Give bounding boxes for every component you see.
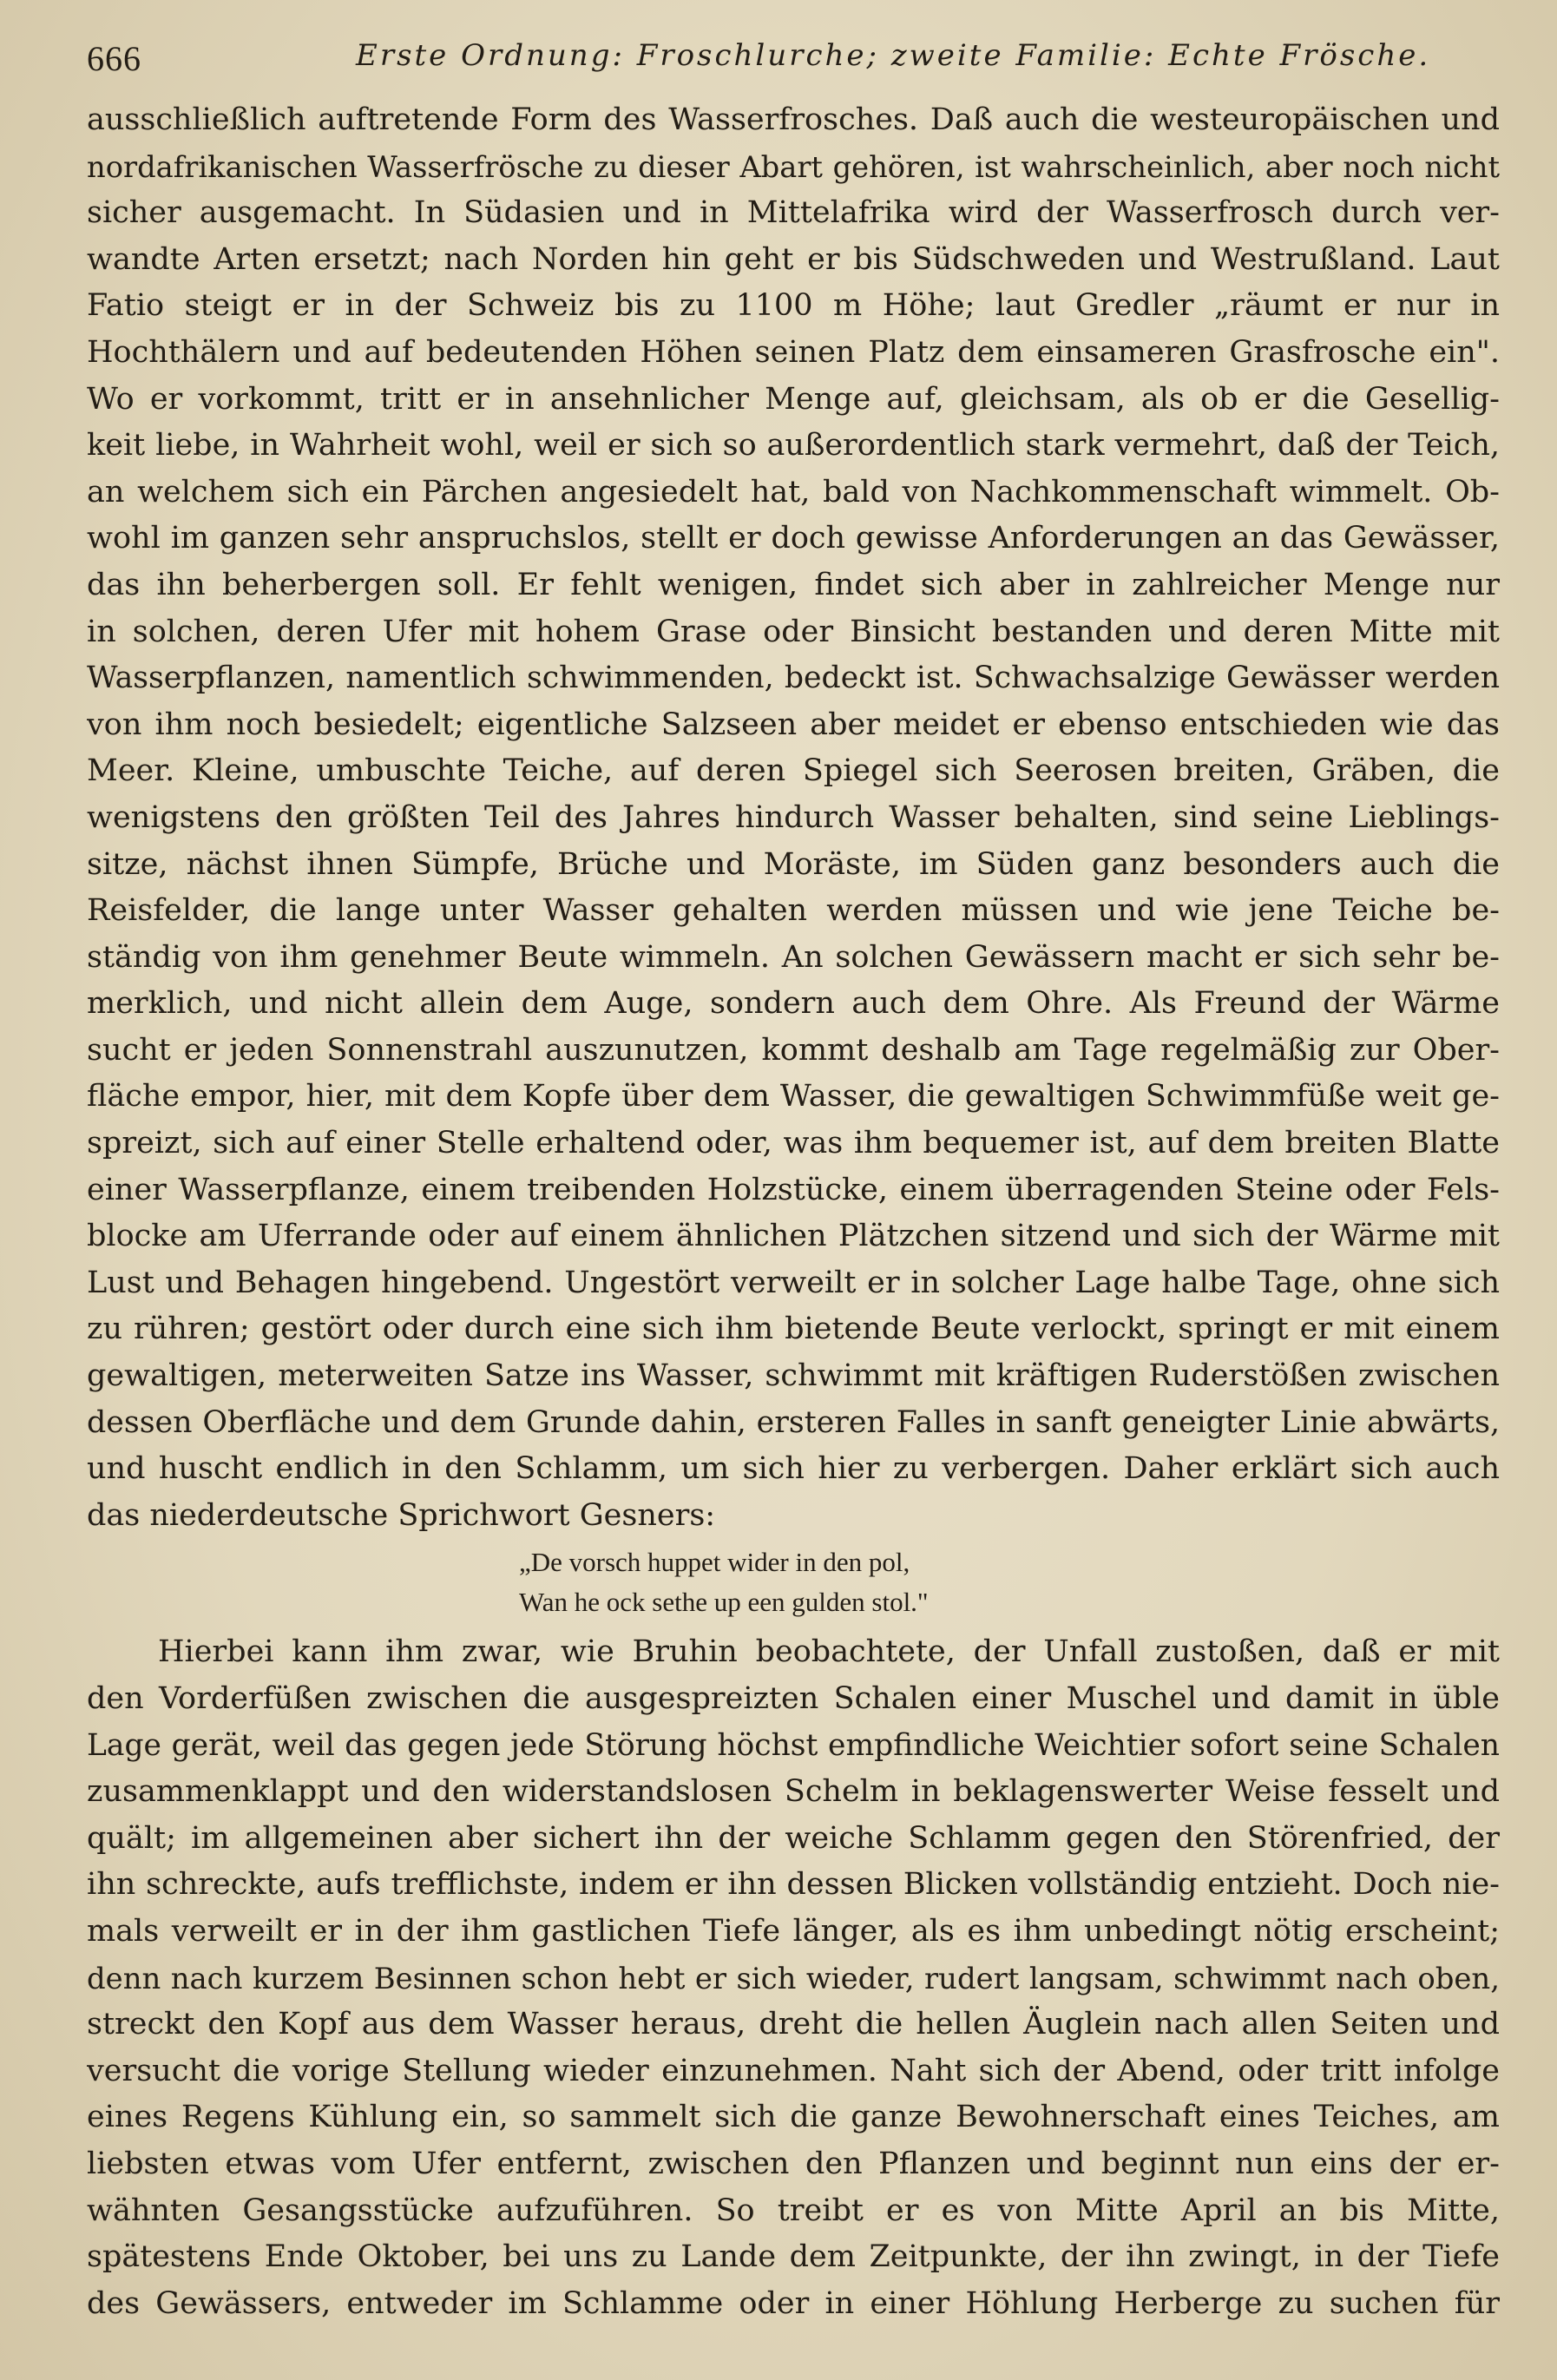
paragraph-1 bbox=[87, 97, 1500, 1539]
text-line: Wasserpflanzen, namentlich schwimmenden, bedeckt ist. Schwachsalzige Gewässer werden bbox=[87, 661, 1500, 696]
text-line: spreizt, sich auf einer Stelle erhaltend oder, was ihm bequemer ist, auf dem breiten Blatte bbox=[87, 1126, 1500, 1161]
text-line: Meer. Kleine, umbuschte Teiche, auf deren Spiegel sich Seerosen breiten, Gräben, die bbox=[87, 753, 1500, 789]
text-line: Lust und Behagen hingebend. Ungestört verweilt er in solcher Lage halbe Tage, ohne sich bbox=[87, 1265, 1500, 1300]
quote-line: „De vorsch huppet wider in den pol, bbox=[519, 1547, 910, 1578]
text-line: Reisfelder, die lange unter Wasser gehalten werden müssen und wie jene Teiche be- bbox=[87, 893, 1500, 929]
body-text bbox=[87, 97, 1500, 2327]
text-line: das ihn beherbergen soll. Er fehlt wenigen, findet sich aber in zahlreicher Menge nur bbox=[87, 567, 1500, 602]
text-line: von ihm noch besiedelt; eigentliche Salzseen aber meidet er ebenso entschieden wie das bbox=[87, 707, 1500, 742]
text-line: denn nach kurzem Besinnen schon hebt er sich wieder, rudert langsam, schwimmt nach oben, bbox=[87, 1961, 1500, 1995]
quote-line: Wan he ock sethe up een gulden stol." bbox=[519, 1587, 929, 1618]
text-line: liebsten etwas vom Ufer entfernt, zwischen den Pflanzen und beginnt nun eins der er- bbox=[87, 2146, 1500, 2181]
text-line: Lage gerät, weil das gegen jede Störung höchst empfindliche Weichtier sofort seine Schalen bbox=[87, 1727, 1500, 1763]
page-number: 666 bbox=[87, 39, 141, 78]
text-line: dessen Oberfläche und dem Grunde dahin, ersteren Falles in sanft geneigter Linie abwärts, bbox=[87, 1404, 1500, 1440]
text-line: quält; im allgemeinen aber sichert ihn der weiche Schlamm gegen den Störenfried, der bbox=[87, 1820, 1500, 1856]
text-line: Wo er vorkommt, tritt er in ansehnlicher Menge auf, gleichsam, als ob er die Gesellig- bbox=[87, 381, 1500, 417]
text-line: ständig von ihm genehmer Beute wimmeln. An solchen Gewässern macht er sich sehr be- bbox=[87, 939, 1500, 975]
text-line: sicher ausgemacht. In Südasien und in Mittelafrika wird der Wasserfrosch durch ver- bbox=[87, 195, 1500, 231]
text-line: einer Wasserpflanze, einem treibenden Holzstücke, einem überragenden Steine oder Fels- bbox=[87, 1172, 1500, 1207]
text-line: wandte Arten ersetzt; nach Norden hin geht er bis Südschweden und Westrußland. Laut bbox=[87, 241, 1500, 277]
text-line: in solchen, deren Ufer mit hohem Grase oder Binsicht bestanden und deren Mitte mit bbox=[87, 614, 1500, 649]
text-line: und huscht endlich in den Schlamm, um sich hier zu verbergen. Daher erklärt sich auch bbox=[87, 1451, 1500, 1487]
text-line: wähnten Gesangsstücke aufzuführen. So treibt er es von Mitte April an bis Mitte, bbox=[87, 2193, 1500, 2228]
text-line: an welchem sich ein Pärchen angesiedelt hat, bald von Nachkommenschaft wimmelt. Ob- bbox=[87, 474, 1500, 510]
text-line: des Gewässers, entweder im Schlamme oder in einer Höhlung Herberge zu suchen für bbox=[87, 2285, 1500, 2321]
text-line: sitze, nächst ihnen Sümpfe, Brüche und Moräste, im Süden ganz besonders auch die bbox=[87, 846, 1500, 882]
text-line: Fatio steigt er in der Schweiz bis zu 1100 m Höhe; laut Gredler „räumt er nur in bbox=[87, 288, 1500, 324]
text-line: ausschließlich auftretende Form des Wasserfrosches. Daß auch die westeuropäischen und bbox=[87, 102, 1500, 137]
text-line: gewaltigen, meterweiten Satze ins Wasser, schwimmt mit kräftigen Ruderstößen zwischen bbox=[87, 1358, 1500, 1394]
paragraph-2 bbox=[87, 1629, 1500, 2327]
text-line: zu rühren; gestört oder durch eine sich ihm bietende Beute verlockt, springt er mit einem bbox=[87, 1312, 1500, 1347]
text-line: nordafrikanischen Wasserfrösche zu dieser Abart gehören, ist wahrscheinlich, aber noch nicht bbox=[87, 149, 1500, 184]
text-line: fläche empor, hier, mit dem Kopfe über dem Wasser, die gewaltigen Schwimmfüße weit ge- bbox=[87, 1079, 1500, 1114]
text-line: mals verweilt er in der ihm gastlichen Tiefe länger, als es ihm unbedingt nötig erscheint; bbox=[87, 1913, 1500, 1949]
text-line: Hochthälern und auf bedeutenden Höhen seinen Platz dem einsameren Grasfrosche ein". bbox=[87, 334, 1500, 370]
text-line: sucht er jeden Sonnenstrahl auszunutzen, kommt deshalb am Tage regelmäßig zur Ober- bbox=[87, 1032, 1500, 1068]
text-line: den Vorderfüßen zwischen die ausgespreizten Schalen einer Muschel und damit in üble bbox=[87, 1681, 1500, 1716]
text-line: spätestens Ende Oktober, bei uns zu Lande dem Zeitpunkte, der ihn zwingt, in der Tiefe bbox=[87, 2239, 1500, 2275]
page-header bbox=[87, 38, 1510, 82]
text-line: ihn schreckte, aufs trefflichste, indem er ihn dessen Blicken vollständig entzieht. Doch nie- bbox=[87, 1867, 1500, 1903]
verse-quote bbox=[87, 1542, 1500, 1622]
text-line: das niederdeutsche Sprichwort Gesners: bbox=[87, 1497, 716, 1533]
text-line: merklich, und nicht allein dem Auge, sondern auch dem Ohre. Als Freund der Wärme bbox=[87, 986, 1500, 1022]
text-line: versucht die vorige Stellung wieder einzunehmen. Naht sich der Abend, oder tritt infolge bbox=[87, 2053, 1500, 2088]
text-line: keit liebe, in Wahrheit wohl, weil er sich so außerordentlich stark vermehrt, daß der Teich, bbox=[87, 428, 1500, 464]
text-line: blocke am Uferrande oder auf einem ähnlichen Plätzchen sitzend und sich der Wärme mit bbox=[87, 1219, 1500, 1254]
running-head: Erste Ordnung: Froschlurche; zweite Familie: Echte Frösche. bbox=[356, 38, 1431, 73]
text-line: Hierbei kann ihm zwar, wie Bruhin beobachtete, der Unfall zustoßen, daß er mit bbox=[158, 1634, 1500, 1670]
text-line: zusammenklappt und den widerstandslosen Schelm in beklagenswerter Weise fesselt und bbox=[87, 1774, 1500, 1810]
text-line: wenigstens den größten Teil des Jahres hindurch Wasser behalten, sind seine Lieblings- bbox=[87, 799, 1500, 835]
text-line: eines Regens Kühlung ein, so sammelt sich die ganze Bewohnerschaft eines Teiches, am bbox=[87, 2100, 1500, 2135]
text-line: wohl im ganzen sehr anspruchslos, stellt er doch gewisse Anforderungen an das Gewässer, bbox=[87, 521, 1500, 556]
text-line: streckt den Kopf aus dem Wasser heraus, dreht die hellen Äuglein nach allen Seiten und bbox=[87, 2007, 1500, 2042]
